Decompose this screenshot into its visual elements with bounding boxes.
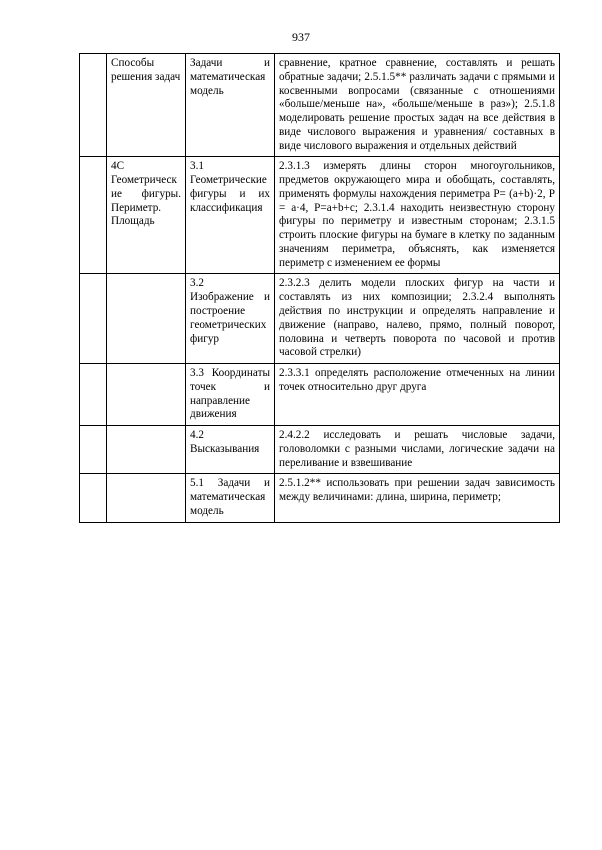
table-row <box>80 274 560 364</box>
row-marker-cell <box>80 157 107 274</box>
section-cell <box>107 364 186 426</box>
objectives-cell: 2.3.2.3 делить модели плоских фигур на части и составлять из них композиции; 2.3.2.4 выполнять действия по инструкции и определять направление и движение (направо, налево, прямо, полный поворот, половина и четверть поворота по часовой и против часовой стрелки) <box>275 274 560 364</box>
objectives-cell: 2.4.2.2 исследовать и решать числовые задачи, головоломки с разными числами, логические задачи на переливание и взвешивание <box>275 426 560 474</box>
row-marker-cell <box>80 474 107 522</box>
topic-cell: 4.2 Высказывания <box>186 426 275 474</box>
topic-cell: 3.3 Координаты точек и направление движения <box>186 364 275 426</box>
table-row <box>80 54 560 157</box>
row-marker-cell <box>80 426 107 474</box>
page-number: 937 <box>292 30 310 44</box>
section-cell <box>107 274 186 364</box>
topic-cell: Задачи и математическая модель <box>186 54 275 157</box>
curriculum-table <box>79 53 560 523</box>
table-row <box>80 426 560 474</box>
objectives-cell: 2.3.1.3 измерять длины сторон многоугольников, предметов окружающего мира и обобщать, составлять, применять формулы нахождения периметра P= (a+b)·2, P = a·4, P=a+b+c; 2.3.1.4 находить неизвестную сторону фигуры по периметру и известным сторонам; 2.3.1.5 строить плоские фигуры на бумаге в клетку по заданным значениям периметра, объяснять, как изменяется периметр с изменением ее формы <box>275 157 560 274</box>
objectives-cell: 2.5.1.2** использовать при решении задач зависимость между величинами: длина, ширина, периметр; <box>275 474 560 522</box>
section-cell <box>107 474 186 522</box>
section-cell <box>107 426 186 474</box>
topic-cell: 5.1 Задачи и математическая модель <box>186 474 275 522</box>
table-row <box>80 364 560 426</box>
row-marker-cell <box>80 54 107 157</box>
objectives-cell: 2.3.3.1 определять расположение отмеченных на линии точек относительно друг друга <box>275 364 560 426</box>
table-row <box>80 474 560 522</box>
table-row <box>80 157 560 274</box>
section-cell: Способы решения задач <box>107 54 186 157</box>
row-marker-cell <box>80 364 107 426</box>
section-cell: 4С Геометрические фигуры. Периметр. Площадь <box>107 157 186 274</box>
objectives-cell: сравнение, кратное сравнение, составлять и решать обратные задачи; 2.5.1.5** различать задачи с прямыми и косвенными вопросами (связанные с отношениями «больше/меньше на», «больше/меньше в раз»); 2.5.1.8 моделировать решение простых задач на все действия в виде числового выражения и уравнения/ составных в виде числового выражения и отдельных действий <box>275 54 560 157</box>
row-marker-cell <box>80 274 107 364</box>
topic-cell: 3.2 Изображение и построение геометрических фигур <box>186 274 275 364</box>
table-body <box>80 54 560 523</box>
topic-cell: 3.1 Геометрические фигуры и их классификация <box>186 157 275 274</box>
